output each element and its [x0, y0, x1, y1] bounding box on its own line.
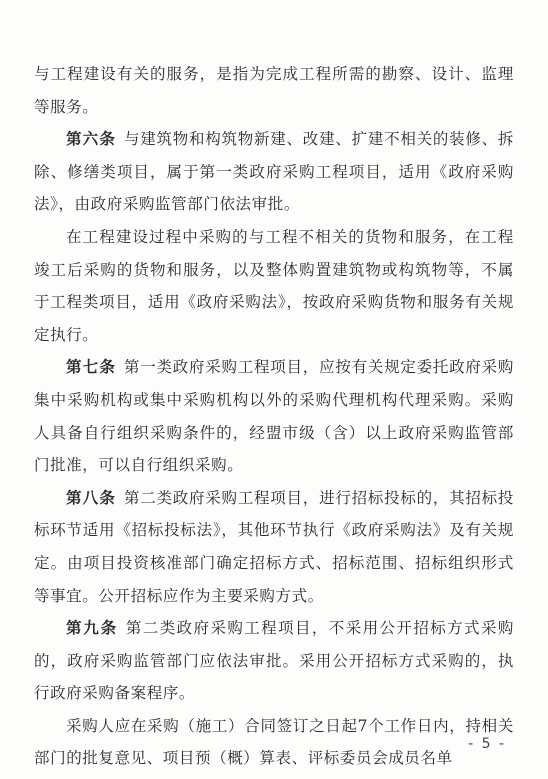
- article-heading: 第八条: [66, 488, 116, 507]
- article-heading: 第七条: [66, 358, 116, 377]
- paragraph-text: 在工程建设过程中采购的与工程不相关的货物和服务，在工程竣工后采购的货物和服务，以及整体购置建筑物或构筑物等，不属于工程类项目，适用《政府采购法》，按政府采购货物和服务有关规定执行。: [34, 227, 514, 344]
- paragraph-text: 第二类政府采购工程项目，进行招标投标的，其招标投标环节适用《招标投标法》，其他环节执行《政府采购法》及有关规定。由项目投资核准部门确定招标方式、招标范围、招标组织形式等事宜。公开招标应作为主要采购方式。: [34, 488, 514, 605]
- paragraph-text: 第一类政府采购工程项目，应按有关规定委托政府采购集中采购机构或集中采购机构以外的采购代理机构代理采购。采购人具备自行组织采购条件的，经盟市级（含）以上政府采购监管部门批准，可以自行组织采购。: [34, 358, 514, 475]
- page-number: - 5 -: [468, 736, 506, 752]
- paragraph-3: [34, 221, 514, 351]
- paragraph-7: [34, 710, 514, 775]
- paragraph-text: 与建筑物和构筑物新建、改建、扩建不相关的装修、拆除、修缮类项目，属于第一类政府采购工程项目，适用《政府采购法》，由政府采购监管部门依法审批。: [34, 130, 514, 214]
- document-body: [34, 58, 514, 775]
- paragraph-text: 采购人应在采购（施工）合同签订之日起7个工作日内，持相关部门的批复意见、项目预（概）算表、评标委员会成员名单: [34, 716, 514, 768]
- paragraph-1: [34, 58, 514, 123]
- paragraph-article-7: [34, 351, 514, 481]
- article-heading: 第六条: [66, 130, 116, 149]
- paragraph-article-8: [34, 482, 514, 612]
- paragraph-text: 第二类政府采购工程项目，不采用公开招标方式采购的，政府采购监管部门应依法审批。采用公开招标方式采购的，执行政府采购备案程序。: [34, 619, 514, 703]
- paragraph-text: 与工程建设有关的服务，是指为完成工程所需的勘察、设计、监理等服务。: [34, 65, 514, 116]
- article-heading: 第九条: [66, 619, 118, 638]
- paragraph-article-9: [34, 612, 514, 710]
- paragraph-article-6: [34, 123, 514, 221]
